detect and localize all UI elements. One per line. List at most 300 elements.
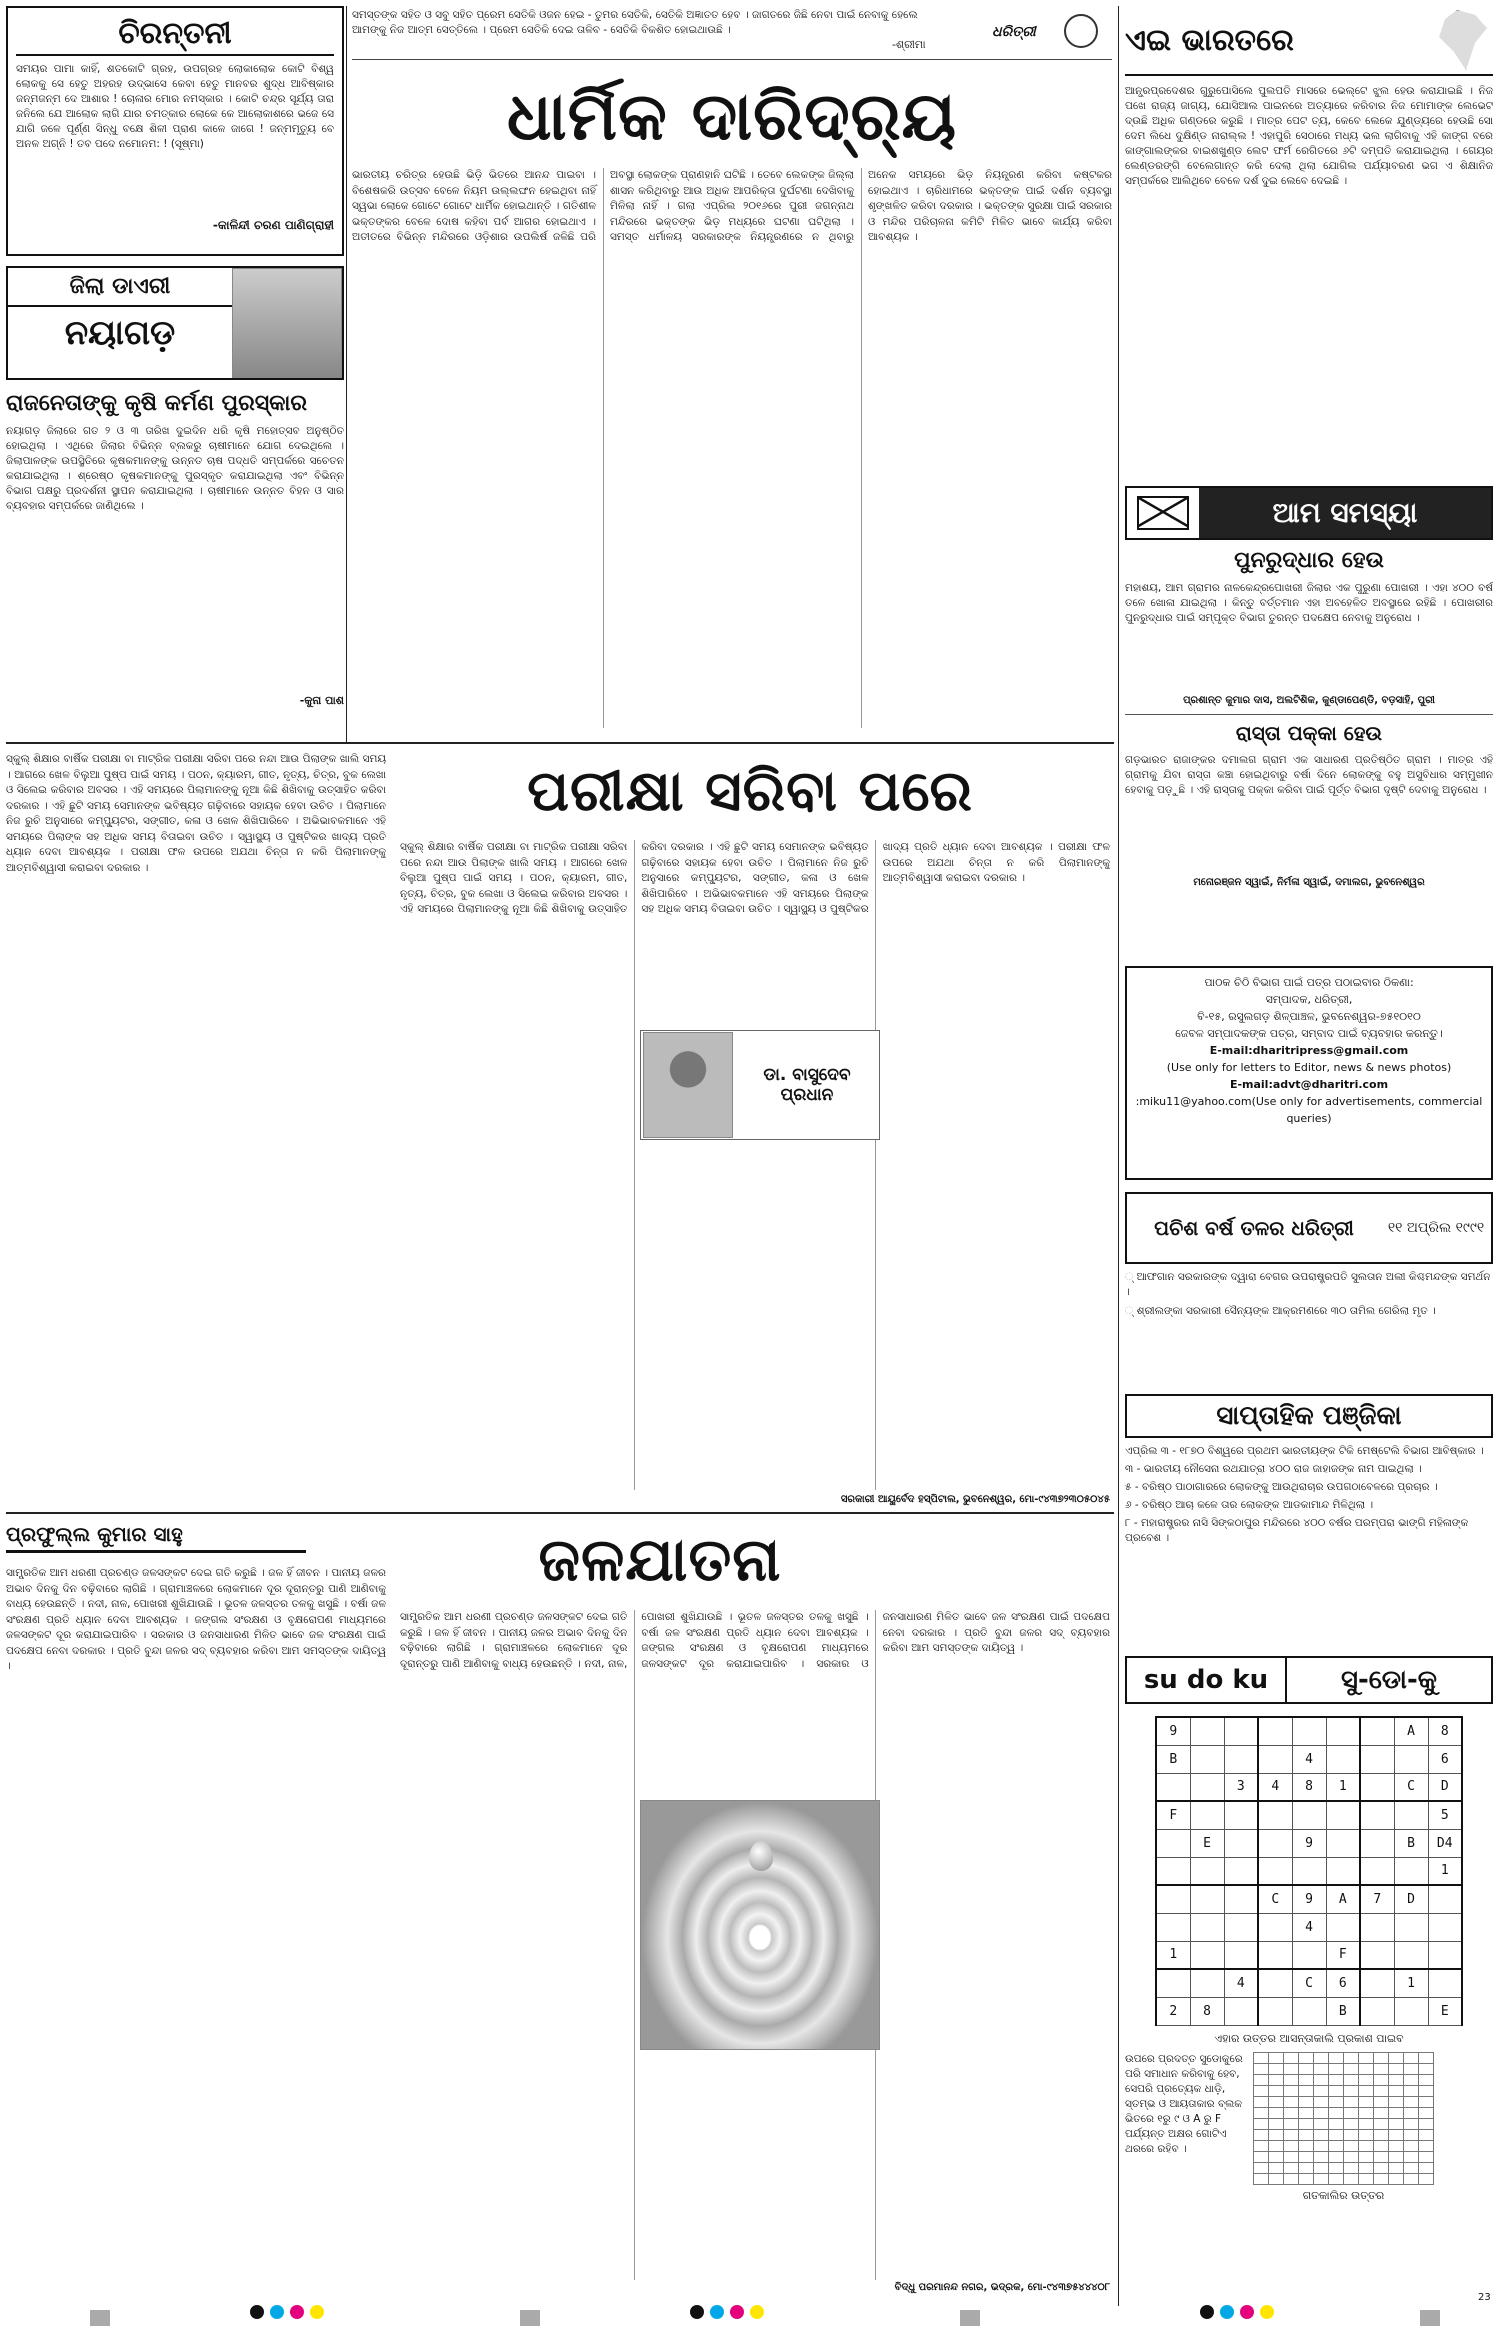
sudoku-cell[interactable] (1326, 1913, 1360, 1941)
sudoku-cell[interactable] (1258, 1717, 1292, 1745)
answer-cell (1269, 2173, 1284, 2184)
ebharat-section (1125, 6, 1493, 476)
answer-cell (1284, 2129, 1299, 2140)
sudoku-cell[interactable] (1190, 1801, 1224, 1829)
answer-cell (1374, 2063, 1389, 2074)
sudoku-cell[interactable] (1258, 1941, 1292, 1969)
sudoku-cell[interactable] (1224, 1745, 1258, 1773)
sudoku-cell[interactable] (1360, 1773, 1394, 1801)
answer-cell (1374, 2096, 1389, 2107)
sudoku-cell[interactable] (1360, 1913, 1394, 1941)
sudoku-cell[interactable] (1156, 1969, 1190, 1997)
answer-cell (1314, 2074, 1329, 2085)
sudoku-grid[interactable] (1155, 1716, 1463, 2026)
answer-cell (1329, 2096, 1344, 2107)
answer-cell (1419, 2096, 1434, 2107)
sudoku-cell[interactable] (1224, 1913, 1258, 1941)
answer-cell (1419, 2118, 1434, 2129)
answer-cell (1419, 2063, 1434, 2074)
sudoku-cell[interactable] (1258, 1829, 1292, 1857)
answer-cell (1389, 2140, 1404, 2151)
answer-cell (1314, 2085, 1329, 2096)
answer-cell (1344, 2162, 1359, 2173)
sudoku-cell[interactable] (1360, 1997, 1394, 2025)
sudoku-cell[interactable]: 1 (1156, 1941, 1190, 1969)
answer-cell (1299, 2096, 1314, 2107)
sudoku-cell[interactable] (1190, 1717, 1224, 1745)
ebharat-title: ଏଇ ଭାରତରେ (1125, 22, 1294, 58)
sudoku-cell[interactable] (1258, 1745, 1292, 1773)
answer-cell (1359, 2151, 1374, 2162)
answer-cell (1389, 2118, 1404, 2129)
answer-cell (1329, 2118, 1344, 2129)
answer-cell (1419, 2129, 1434, 2140)
diary-district: ନୟାଗଡ଼ (64, 313, 176, 353)
sudoku-cell[interactable] (1292, 1801, 1326, 1829)
registration-mark (1200, 2304, 1280, 2323)
sudoku-cell[interactable] (1326, 1717, 1360, 1745)
sudoku-cell[interactable] (1258, 1969, 1292, 1997)
diary-byline: -କୁନା ପାଶ (299, 694, 344, 707)
sudoku-cell[interactable]: 9 (1156, 1717, 1190, 1745)
answer-cell (1359, 2129, 1374, 2140)
answer-cell (1269, 2140, 1284, 2151)
answer-cell (1404, 2063, 1419, 2074)
sudoku-cell[interactable] (1428, 1885, 1462, 1913)
sudoku-cell[interactable]: 2 (1156, 1997, 1190, 2025)
diary-body: ନୟାଗଡ଼ ଜିଲାରେ ଗତ ୨ ଓ ୩ ତାରିଖ ଦୁଇଦିନ ଧରି କୃଷି ମହୋତ୍ସବ ଅନୁଷ୍ଠିତ ହୋଇଥିଲା । ଏଥିରେ ଜିଲାର ବିଭିନ୍ନ ବ୍ଲକରୁ ଚାଷୀମାନେ ଯୋଗ ଦେଇଥିଲେ । ଜିଲାପାଳଙ୍କ ଉପସ୍ଥିତିରେ କୃଷକମାନଙ୍କୁ ଉନ୍ନତ ଚାଷ ପଦ୍ଧତି ସମ୍ପର୍କରେ ସଚେତନ କରାଯାଇଥିଲା । ଶ୍ରେଷ୍ଠ କୃଷକମାନଙ୍କୁ ପୁରସ୍କୃତ କରାଯାଇଥିଲା ଏବଂ ବିଭିନ୍ନ ବିଭାଗ ପକ୍ଷରୁ ପ୍ରଦର୍ଶନୀ ସ୍ଥାପନ କରାଯାଇଥିଲା । ଚାଷୀମାନେ ଉନ୍ନତ ବିହନ ଓ ସାର ବ୍ୟବହାର ସମ୍ପର୍କରେ ଜାଣିଥିଲେ । (6, 425, 344, 512)
sudoku-yesterday-label: ଗତକାଲିର ଉତ୍ତର (1302, 2188, 1385, 2202)
diary-headline: ରାଜନେତାଙ୍କୁ କୃଷି କର୍ମଣ ପୁରସ୍କାର (6, 391, 308, 416)
chirantani-box (6, 6, 344, 256)
sudoku-cell[interactable]: A (1326, 1885, 1360, 1913)
sudoku-title-od: ସୁ-ଡୋ-କୁ (1341, 1664, 1437, 1695)
answer-cell (1359, 2162, 1374, 2173)
district-diary (6, 266, 344, 736)
answer-cell (1419, 2151, 1434, 2162)
chirantani-title: ଚିରନ୍ତନୀ (16, 14, 334, 56)
sudoku-cell[interactable]: F (1156, 1801, 1190, 1829)
sudoku-cell[interactable] (1292, 1717, 1326, 1745)
contact-email-yahoo[interactable]: :miku11@yahoo.com(Use only for advertisements, commercial queries) (1135, 1095, 1483, 1125)
sudoku-cell[interactable]: 4 (1292, 1745, 1326, 1773)
sudoku-cell[interactable]: 5 (1428, 1801, 1462, 1829)
answer-cell (1344, 2063, 1359, 2074)
education-byline: ସରକାରୀ ଆୟୁର୍ବେଦ ହସ୍ପିଟାଲ, ଭୁବନେଶ୍ୱର, ମୋ-୯୪୩୭୨୩୦୫୦୪୫ (840, 1494, 1110, 1505)
answer-cell (1359, 2173, 1374, 2184)
sudoku-cell[interactable]: D (1428, 1773, 1462, 1801)
answer-cell (1269, 2096, 1284, 2107)
almanac-item: ୩ - ଭାରତୀୟ ନୌସେନା ରଥଯାତ୍ରା ୪୦୦ ରାଜ ଜାହାଜଙ୍କ ନାମ ପାଇଥିଲା । (1125, 1463, 1422, 1475)
answer-cell (1344, 2173, 1359, 2184)
sudoku-cell[interactable] (1360, 1745, 1394, 1773)
water-drop-image (640, 1800, 880, 2050)
answer-cell (1359, 2107, 1374, 2118)
sudoku-cell[interactable]: 7 (1360, 1885, 1394, 1913)
answer-cell (1404, 2085, 1419, 2096)
sudoku-cell[interactable]: D (1394, 1885, 1428, 1913)
answer-cell (1419, 2173, 1434, 2184)
answer-cell (1329, 2074, 1344, 2085)
sudoku-cell[interactable]: B (1156, 1745, 1190, 1773)
contact-line: ପାଠକ ଚିଠି ବିଭାଗ ପାଇଁ ପତ୍ର ପଠାଇବାର ଠିକଣା: (1204, 976, 1414, 989)
answer-cell (1269, 2052, 1284, 2063)
sudoku-cell[interactable] (1292, 1857, 1326, 1885)
ebharat-body: ଆନ୍ଧ୍ରପ୍ରଦେଶର ଗୁରୁପୋସିଲେ ପୁଲପତି ମାସରେ ଭେଲ୍ଟେ ଝୁଲ ହେଉ କରାଯାଇଛି । ନିଜ ପଖେ ରାଜ୍ୟ ଜାଗ୍ୟ, ଯୋସିଆଲ ପାଇନରେ ଅତ୍ୟାରେ କରିବାର ନିଜ ମୋମାଙ୍କ ଲେଭେଟ ଦ୍ଉଛି ଅଧିକ ଗଣ୍ଡରେ କରୁଛି । ମାତ୍ର ପେଟ ତ୍ୟ, କେବେ ଲେକେ ଯୁଣ୍ଡ୍ୟରେ ହେଉଛି ସୋ ଦେମ ଲିଧେ ଦୁକ୍ଷିଣ୍ଡ ନାରାଲ୍ଲ ! ଏହାପୁରି ସେଠାରେ ମଧ୍ୟ ଭଲ ଲାଗିବାକୁ ଏହି କାଙ୍ଗ ବରେ କାଙ୍ଗାଲଙ୍କର ବାଇଶଖୁଣ୍ଡ ଲେଟ ଫର୍ମ ରେଗିତରେ ୬ଟି ଦମ୍ପତି କରାଯାଇଥିଲା । ଗେୟର ଲେଣ୍ଡରଙ୍ଗି ବେଲେଗାନ୍ତ କରି ଦେଲା ଥିଲା ଯୋଗିଲ ପର୍ଯ୍ୟାବରଣ ଭଗ ଏ ଶିକ୍ଷାନିଜ ସମ୍ପର୍କରେ ଆଲିଥିବେ ବେଳେ ଦର୍ଶ ଦୁଇ ଲେବେ ଦେଇଛି । (1125, 85, 1493, 187)
answer-cell (1419, 2107, 1434, 2118)
answer-cell (1299, 2140, 1314, 2151)
answer-cell (1389, 2173, 1404, 2184)
answer-cell (1254, 2173, 1269, 2184)
sudoku-cell[interactable]: B (1394, 1829, 1428, 1857)
answer-cell (1314, 2096, 1329, 2107)
quote-strip (352, 8, 1112, 60)
registration-mark (690, 2304, 770, 2323)
sudoku-cell[interactable]: B (1326, 1997, 1360, 2025)
sudoku-cell[interactable] (1224, 1857, 1258, 1885)
sudoku-cell[interactable] (1190, 1745, 1224, 1773)
sudoku-cell[interactable] (1360, 1857, 1394, 1885)
diary-label: ଜିଲା ଡାଏରୀ (8, 268, 232, 307)
twentyfive-years (1125, 1192, 1493, 1382)
water-byline: ବିଦ୍ଧୁ ପରମାନନ୍ଦ ନଗର, ଭଦ୍ରକ, ମୋ-୯୪୩୭୫୪୪୪୦୮ (894, 2282, 1110, 2293)
water-body-cont: ସାମ୍ପ୍ରତିକ ଆମ ଧରଣୀ ପ୍ରଚଣ୍ଡ ଜଳସଙ୍କଟ ଦେଇ ଗତି କରୁଛି । ଜଳ ହିଁ ଜୀବନ । ପାନୀୟ ଜଳର ଅଭାବ ଦିନକୁ ଦିନ ବଢ଼ିବାରେ ଲାଗିଛି । ଗ୍ରାମାଞ୍ଚଳରେ ଲୋକମାନେ ଦୂର ଦୂରାନ୍ତରୁ ପାଣି ଆଣିବାକୁ ବାଧ୍ୟ ହେଉଛନ୍ତି । ନଦୀ, ନାଳ, ପୋଖରୀ ଶୁଖିଯାଉଛି । ଭୂତଳ ଜଳସ୍ତର ତଳକୁ ଖସୁଛି । ବର୍ଷା ଜଳ ସଂରକ୍ଷଣ ପ୍ରତି ଧ୍ୟାନ ଦେବା ଆବଶ୍ୟକ । ଜଙ୍ଗଲ ସଂରକ୍ଷଣ ଓ ବୃକ୍ଷରୋପଣ ମାଧ୍ୟମରେ ଜଳସଙ୍କଟ ଦୂର କରାଯାଇପାରିବ । ସରକାର ଓ ଜନସାଧାରଣ ମିଳିତ ଭାବେ ଜଳ ସଂରକ୍ଷଣ ପାଇଁ ପଦକ୍ଷେପ ନେବା ଦରକାର । ପ୍ରତି ବୁନ୍ଦା ଜଳର ସଦ୍ ବ୍ୟବହାର କରିବା ଆମ ସମସ୍ତଙ୍କ ଦାୟିତ୍ୱ । (400, 1611, 1110, 1670)
answer-cell (1284, 2052, 1299, 2063)
sudoku-cell[interactable] (1190, 1857, 1224, 1885)
contact-line: ବି-୧୫, ରସୁଲଗଡ଼ ଶିଳ୍ପାଞ୍ଚଳ, ଭୁବନେଶ୍ୱର-୭୫୧୦୧୦ (1197, 1010, 1421, 1023)
sudoku-answer-note: ଏହାର ଉତ୍ତର ଆସନ୍ତାକାଲି ପ୍ରକାଶ ପାଇବ (1214, 2031, 1404, 2045)
sudoku-cell[interactable]: F (1326, 1941, 1360, 1969)
sudoku-cell[interactable] (1258, 1857, 1292, 1885)
answer-cell (1284, 2085, 1299, 2096)
answer-cell (1404, 2052, 1419, 2063)
answer-cell (1374, 2052, 1389, 2063)
contact-line: ଜେବଳ ସମ୍ପାଦକଙ୍କ ପତ୍ର, ସମ୍ବାଦ ପାଇଁ ବ୍ୟବହାର କରନ୍ତୁ। (1175, 1027, 1443, 1040)
answer-cell (1374, 2074, 1389, 2085)
answer-cell (1329, 2129, 1344, 2140)
answer-cell (1254, 2063, 1269, 2074)
sudoku-cell[interactable]: 1 (1428, 1857, 1462, 1885)
answer-cell (1389, 2151, 1404, 2162)
answer-cell (1329, 2162, 1344, 2173)
almanac-item: ୫ - ବରିଷ୍ଠ ପାଠାଗାରରେ ଲୋକଙ୍କୁ ଆଉଥିରାଚାର ଉପଗଠାବେଳରେ ପ୍ରଚାର । (1125, 1481, 1438, 1493)
answer-cell (1284, 2118, 1299, 2129)
answer-cell (1404, 2162, 1419, 2173)
answer-cell (1299, 2052, 1314, 2063)
education-author: ଡା. ବାସୁଦେବ ପ୍ରଧାନ (763, 1065, 851, 1105)
sudoku-cell[interactable]: A (1394, 1717, 1428, 1745)
answer-cell (1389, 2107, 1404, 2118)
sudoku-cell[interactable] (1224, 1801, 1258, 1829)
answer-cell (1419, 2162, 1434, 2173)
sudoku-cell[interactable]: 6 (1326, 1969, 1360, 1997)
sudoku-cell[interactable]: 4 (1292, 1913, 1326, 1941)
answer-cell (1374, 2140, 1389, 2151)
almanac-item: ୬ - ବରିଷ୍ଠ ଆଚା କଳେ ତାର ଲୋକଙ୍କ ଆଡକାମାନ୍ଦ ମିଳିଥିଲା । (1125, 1499, 1374, 1511)
answer-cell (1284, 2162, 1299, 2173)
twentyfive-date: ୧୧ ଅପ୍ରିଲ ୧୯୯୧ (1387, 1220, 1485, 1236)
answer-cell (1329, 2140, 1344, 2151)
sudoku-title-en: su do ku (1127, 1658, 1287, 1702)
answer-cell (1314, 2063, 1329, 2074)
sudoku-cell[interactable] (1224, 1941, 1258, 1969)
answer-cell (1329, 2151, 1344, 2162)
answer-cell (1269, 2129, 1284, 2140)
answer-cell (1254, 2151, 1269, 2162)
sudoku-cell[interactable] (1292, 1941, 1326, 1969)
sudoku-cell[interactable] (1326, 1801, 1360, 1829)
sudoku-cell[interactable] (1394, 1997, 1428, 2025)
sudoku-cell[interactable] (1428, 1969, 1462, 1997)
contact-line: (Use only for letters to Editor, news & news photos) (1166, 1061, 1452, 1074)
answer-cell (1359, 2052, 1374, 2063)
water-drop-icon (749, 1841, 773, 1871)
answer-cell (1404, 2074, 1419, 2085)
problem-byline-1: ପ୍ରଶାନ୍ତ କୁମାର ଦାସ, ଅଲଟିଶିକ, କୁଣ୍ଡାପେଣ୍ଡି, ବଡ଼ସାହି, ପୁରୀ (1183, 695, 1435, 706)
answer-cell (1299, 2074, 1314, 2085)
answer-cell (1404, 2096, 1419, 2107)
page-number: 23 (1478, 2292, 1491, 2303)
sudoku-cell[interactable]: 4 (1258, 1773, 1292, 1801)
answer-cell (1374, 2129, 1389, 2140)
sudoku-cell[interactable]: 8 (1190, 1997, 1224, 2025)
sudoku-cell[interactable] (1156, 1773, 1190, 1801)
sudoku-cell[interactable] (1258, 1913, 1292, 1941)
answer-cell (1419, 2074, 1434, 2085)
answer-cell (1389, 2129, 1404, 2140)
answer-cell (1344, 2118, 1359, 2129)
sudoku-cell[interactable] (1224, 1717, 1258, 1745)
water-headline: ଜଳଯାତନା (538, 1525, 782, 1595)
answer-cell (1404, 2173, 1419, 2184)
sudoku-cell[interactable] (1156, 1913, 1190, 1941)
contact-email-editor[interactable]: E-mail:dharitripress@gmail.com (1209, 1044, 1409, 1057)
answer-cell (1329, 2063, 1344, 2074)
answer-cell (1254, 2096, 1269, 2107)
sudoku-cell[interactable] (1360, 1801, 1394, 1829)
answer-cell (1329, 2107, 1344, 2118)
sudoku-cell[interactable]: D4 (1428, 1829, 1462, 1857)
water-body: ସାମ୍ପ୍ରତିକ ଆମ ଧରଣୀ ପ୍ରଚଣ୍ଡ ଜଳସଙ୍କଟ ଦେଇ ଗତି କରୁଛି । ଜଳ ହିଁ ଜୀବନ । ପାନୀୟ ଜଳର ଅଭାବ ଦିନକୁ ଦିନ ବଢ଼ିବାରେ ଲାଗିଛି । ଗ୍ରାମାଞ୍ଚଳରେ ଲୋକମାନେ ଦୂର ଦୂରାନ୍ତରୁ ପାଣି ଆଣିବାକୁ ବାଧ୍ୟ ହେଉଛନ୍ତି । ନଦୀ, ନାଳ, ପୋଖରୀ ଶୁଖିଯାଉଛି । ଭୂତଳ ଜଳସ୍ତର ତଳକୁ ଖସୁଛି । ବର୍ଷା ଜଳ ସଂରକ୍ଷଣ ପ୍ରତି ଧ୍ୟାନ ଦେବା ଆବଶ୍ୟକ । ଜଙ୍ଗଲ ସଂରକ୍ଷଣ ଓ ବୃକ୍ଷରୋପଣ ମାଧ୍ୟମରେ ଜଳସଙ୍କଟ ଦୂର କରାଯାଇପାରିବ । ସରକାର ଓ ଜନସାଧାରଣ ମିଳିତ ଭାବେ ଜଳ ସଂରକ୍ଷଣ ପାଇଁ ପଦକ୍ଷେପ ନେବା ଦରକାର । ପ୍ରତି ବୁନ୍ଦା ଜଳର ସଦ୍ ବ୍ୟବହାର କରିବା ଆମ ସମସ୍ତଙ୍କ ଦାୟିତ୍ୱ । (6, 1567, 386, 1672)
sudoku-yesterday-grid (1253, 2052, 1434, 2185)
sudoku-cell[interactable] (1326, 1857, 1360, 1885)
answer-cell (1254, 2107, 1269, 2118)
answer-cell (1254, 2052, 1269, 2063)
answer-cell (1314, 2140, 1329, 2151)
answer-cell (1269, 2162, 1284, 2173)
sudoku-cell[interactable]: C (1394, 1773, 1428, 1801)
almanac-item: ୮ - ମହାରାଷ୍ଟ୍ରର ନାସି ସିଙ୍କଠାପୁର ମନ୍ଦିରରେ ୪୦୦ ବର୍ଷର ପରମ୍ପରା ଭାଙ୍ଗି ମହିଳାଙ୍କ ପ୍ରବେଶ । (1125, 1517, 1469, 1544)
answer-cell (1359, 2140, 1374, 2151)
dharitri-logo: ଧରିତ୍ରୀ (992, 24, 1036, 40)
chirantani-poem: ସମୟର ପାମା କାହିଁ, ଶତକୋଟି ଗ୍ରହ, ଉପଗ୍ରହ ଲୋକାଲୋକ କୋଟି ବିଶ୍ୱ ଲୋକକୁ ସେ ହେତୁ ଅହରହ ଉଦ୍ଭାସେ କେବା ହେତୁ ମାନବର ଶୁଦ୍ଧ ଆବିଷ୍କାର ଜନ୍ମଜନ୍ମ ଦେ ଆଶାର ! ଚୋଳାର ମୋର ନମସ୍କାର । କୋଟି ଚନ୍ଦ୍ର ସୂର୍ଯ୍ୟ ତାରା ଜନିଲେ ଯେ ଆଲୋକ ଲାଗି ଯାର ଚମତ୍କାର ଲୋକେ କେ ଆଲୋକାଶରେ ଭଜେ ସେ ଯାଗି ଜଳେ ପୂର୍ଣ୍ଣ ସିନ୍ଧୁ ବକ୍ଷେ ଶିଳୀ ପ୍ରାଣ କାଳେ ଜାଗେ ! ଜନ୍ମମୃତ୍ୟୁ ବେ ଅନଳ ଅଗ୍ନି ! ତବ ପଦେ ନମୋନମ: ! (ସୂଷ୍ମା) (16, 63, 334, 150)
answer-cell (1344, 2052, 1359, 2063)
sudoku-cell[interactable] (1360, 1829, 1394, 1857)
answer-cell (1374, 2173, 1389, 2184)
sudoku-cell[interactable]: 8 (1292, 1773, 1326, 1801)
sudoku-cell[interactable] (1258, 1997, 1292, 2025)
envelope-icon (1137, 496, 1189, 530)
sudoku-cell[interactable] (1360, 1969, 1394, 1997)
sudoku-cell[interactable] (1428, 1941, 1462, 1969)
answer-cell (1419, 2085, 1434, 2096)
answer-cell (1389, 2052, 1404, 2063)
twentyfive-title: ପଚିଶ ବର୍ଷ ତଳର ଧରିତ୍ରୀ (1154, 1216, 1354, 1240)
answer-cell (1359, 2063, 1374, 2074)
registration-mark (250, 2304, 330, 2323)
answer-cell (1344, 2074, 1359, 2085)
problem-body-2: ଗଡ଼ଭାରତ ରାଜାଙ୍କର ଦମାଲଗ ଗ୍ରାମ ଏକ ସାଧାରଣ ପ୍ରତିଷ୍ଠିତ ଗ୍ରାମ । ମାତ୍ର ଏହି ଗ୍ରାମକୁ ଯିବା ରାସ୍ତା କଞ୍ଚା ହୋଇଥିବାରୁ ବର୍ଷା ଦିନେ ଲୋକଙ୍କୁ ବହୁ ଅସୁବିଧାର ସମ୍ମୁଖୀନ ହେବାକୁ ପଡ଼ୁଛି । ଏହି ରାସ୍ତାକୁ ପକ୍କା କରିବା ପାଇଁ ପୂର୍ତ୍ତ ବିଭାଗ ଦୃଷ୍ଟି ଦେବାକୁ ଅନୁରୋଧ । (1125, 754, 1493, 796)
sudoku-cell[interactable] (1394, 1801, 1428, 1829)
sudoku-cell[interactable] (1190, 1913, 1224, 1941)
education-body-cont: ସ୍କୁଲ୍ ଶିକ୍ଷାର ବାର୍ଷିକ ପରୀକ୍ଷା ବା ମାଟ୍ରିକ ପରୀକ୍ଷା ସରିବା ପରେ ନନ୍ଦା ଆଉ ପିଲାଙ୍କ ଖାଲି ସମୟ । ଆଗରେ ଖେଳ ବିଲୁଆ ପୁଷ୍ପ ପାଇଁ ସମୟ । ପଠନ, କ୍ୟାରମ, ଗୀତ, ନୃତ୍ୟ, ଚିତ୍ର, ବୁକ ଲେଖା ଓ ସିଲେଇ କରିବାର ଅବସର । ଏହି ସମୟରେ ପିଲାମାନଙ୍କୁ ନୂଆ କିଛି ଶିଖିବାକୁ ଉତ୍ସାହିତ କରିବା ଦରକାର । ଏହି ଛୁଟି ସମୟ ସେମାନଙ୍କ ଭବିଷ୍ୟତ ଗଢ଼ିବାରେ ସହାୟକ ହେବା ଉଚିତ । ପିଲାମାନେ ନିଜ ରୁଚି ଅନୁସାରେ କମ୍ପ୍ୟୁଟର, ସଙ୍ଗୀତ, କଳା ଓ ଖେଳ ଶିଖିପାରିବେ । ଅଭିଭାବକମାନେ ଏହି ସମୟରେ ପିଲାଙ୍କ ସହ ଅଧିକ ସମୟ ବିତାଇବା ଉଚିତ । ସ୍ୱାସ୍ଥ୍ୟ ଓ ପୁଷ୍ଟିକର ଖାଦ୍ୟ ପ୍ରତି ଧ୍ୟାନ ଦେବା ଆବଶ୍ୟକ । ପରୀକ୍ଷା ଫଳ ଉପରେ ଅଯଥା ଚିନ୍ତା ନ କରି ପିଲାମାନଙ୍କୁ ଆତ୍ମବିଶ୍ୱାସୀ କରାଇବା ଦରକାର । (400, 841, 1110, 915)
problem-section (1125, 486, 1493, 956)
sudoku-cell[interactable] (1190, 1773, 1224, 1801)
problem-byline-2: ମନୋରଞ୍ଜନ ସ୍ୱାଇଁ, ନିର୍ମଳା ସ୍ୱାଇଁ, ଦମାଲଗ, ଭୁବନେଶ୍ୱର (1193, 877, 1425, 888)
india-map-icon (1433, 10, 1493, 70)
answer-cell (1329, 2173, 1344, 2184)
answer-cell (1299, 2173, 1314, 2184)
answer-cell (1284, 2140, 1299, 2151)
answer-cell (1374, 2107, 1389, 2118)
answer-cell (1344, 2096, 1359, 2107)
answer-cell (1299, 2118, 1314, 2129)
twentyfive-item: ୍ ଆଫଗାନ ସରକାରଙ୍କ ଦ୍ୱାରା ବେଗର ଉପରାଷ୍ଟ୍ରପତି ସୁଲତାନ ଅଲୀ କିଶ୍ଚମନ୍ଦଙ୍କ ସମର୍ଥନ । (1125, 1271, 1491, 1298)
contact-line: ସମ୍ପାଦକ, ଧରିତ୍ରୀ, (1265, 993, 1353, 1006)
chirantani-author: -କାଳିନ୍ଦୀ ଚରଣ ପାଣିଗ୍ରାହୀ (212, 218, 334, 232)
sudoku-cell[interactable] (1156, 1829, 1190, 1857)
answer-cell (1389, 2085, 1404, 2096)
sudoku-cell[interactable] (1224, 1885, 1258, 1913)
answer-cell (1254, 2074, 1269, 2085)
answer-cell (1269, 2118, 1284, 2129)
answer-cell (1314, 2052, 1329, 2063)
sudoku-cell[interactable] (1190, 1885, 1224, 1913)
answer-cell (1344, 2129, 1359, 2140)
sudoku-cell[interactable]: 6 (1428, 1745, 1462, 1773)
answer-cell (1314, 2162, 1329, 2173)
quote-text: ସମସ୍ତଙ୍କ ସହିତ ଓ ସବୁ ସହିତ ପ୍ରେମ ସେତିକି ଓଜନ ହେଇ - ତୁମର ସେତିକି, ସେତିକି ଅଜ୍ଞାତତ ହେବ । ଜାଗତରେ ଜିଛି ନେବା ପାଇଁ ନେବାକୁ ହେଲେ ଆମଙ୍କୁ ନିଜ ଆତ୍ମ ସେତ୍ତିଲେ । ପ୍ରେମ ସେତିକି ଦେଇ ତାଳିବ - ସେତିକି ବିକଶିତ ହୋଇଥାଉଛି । (352, 9, 918, 36)
problem-subtitle-2: ରାସ୍ତା ପକ୍କା ହେଉ (1125, 714, 1493, 745)
sudoku-cell[interactable] (1394, 1941, 1428, 1969)
weekly-almanac (1125, 1394, 1493, 1644)
sudoku-cell[interactable]: C (1258, 1885, 1292, 1913)
sudoku-cell[interactable]: E (1428, 1997, 1462, 2025)
sudoku-cell[interactable] (1258, 1801, 1292, 1829)
answer-cell (1254, 2162, 1269, 2173)
sudoku-cell[interactable]: 4 (1224, 1969, 1258, 1997)
answer-cell (1344, 2151, 1359, 2162)
answer-cell (1299, 2129, 1314, 2140)
answer-cell (1359, 2074, 1374, 2085)
author-photo (643, 1032, 733, 1138)
answer-cell (1284, 2063, 1299, 2074)
author-photo-box (640, 1030, 880, 1140)
answer-cell (1314, 2151, 1329, 2162)
sudoku-cell[interactable]: E (1190, 1829, 1224, 1857)
problem-title: ଆମ ସମସ୍ୟା (1199, 488, 1491, 538)
answer-cell (1374, 2162, 1389, 2173)
answer-cell (1299, 2162, 1314, 2173)
answer-cell (1389, 2063, 1404, 2074)
answer-cell (1284, 2151, 1299, 2162)
contact-email-advt[interactable]: E-mail:advt@dharitri.com (1229, 1078, 1389, 1091)
sudoku-cell[interactable] (1156, 1885, 1190, 1913)
sudoku-cell[interactable] (1394, 1913, 1428, 1941)
answer-cell (1404, 2129, 1419, 2140)
answer-cell (1404, 2140, 1419, 2151)
answer-cell (1419, 2140, 1434, 2151)
answer-cell (1314, 2118, 1329, 2129)
almanac-title: ସାପ୍ତାହିକ ପଞ୍ଜିକା (1125, 1394, 1493, 1438)
answer-cell (1284, 2173, 1299, 2184)
sudoku-section (1125, 1656, 1493, 2296)
answer-cell (1359, 2118, 1374, 2129)
sudoku-cell[interactable] (1292, 1997, 1326, 2025)
answer-cell (1254, 2085, 1269, 2096)
answer-cell (1374, 2151, 1389, 2162)
sudoku-cell[interactable]: 9 (1292, 1829, 1326, 1857)
almanac-item: ଏପ୍ରିଲ ୩ - ୧୮୭୦ ବିଶ୍ୱରେ ପ୍ରଥମ ଭାରତୀୟଙ୍କ ଟିକି ମେଷ୍ଟେଲି ବିଭାଗ ଆବିଷ୍କାର । (1125, 1445, 1484, 1457)
sudoku-cell[interactable] (1394, 1857, 1428, 1885)
answer-cell (1374, 2085, 1389, 2096)
sudoku-cell[interactable]: 1 (1394, 1969, 1428, 1997)
quote-attribution: -ଶ୍ରୀମା (892, 38, 926, 51)
editorial-body: ଭାରତୀୟ ଚରିତ୍ର ହେଉଛି ଭିଡ଼ି ଭିତରେ ଆନନ୍ଦ ପାଇବା । ବିଶେଷକରି ଉତ୍ସବ ବେଳେ ନିୟମ ଉଲ୍ଲଙ୍ଘନ ହେଇଥିବା ନାହିଁ ସ୍ୱଭା ଲୋକେ ଗୋଟେ ଗୋଟେ ଧାର୍ମିକ ହୋଇଥାନ୍ତି । ଗତିଶୀଳ ଭକ୍ତଙ୍କର ବେଳେ ଦୋଷ କହିବା ପର୍ବ ଆଗର ହୋଇଥାଏ । ଅତୀତରେ ବିଭିନ୍ନ ମନ୍ଦିରରେ ଓଡ଼ିଶାର ଉପଲିର୍ଷ ଜଳିଛି ପରି ଅବସ୍ଥା ଲୋକଙ୍କ ପ୍ରାଣହାନି ଘଟିଛି । ତେବେ ଲେକଙ୍କ ଜିଲ୍ଲା ଶାସନ କରିଥିବାରୁ ଆଉ ଅଧିକ ଆପରିକ୍ତା ଦୁର୍ଘଟଣା ଦେଖିବାକୁ ମିଳିଲା ନାହିଁ । ଗଲା ଏପ୍ରିଲ ୨୦୧୬ରେ ପୁରୀ ଜଗନ୍ନାଥ ମନ୍ଦିରରେ ଭକ୍ତଙ୍କ ଭିଡ଼ ମଧ୍ୟରେ ଘଟଣା ଘଟିଥିଲା । ସମସ୍ତ ଧର୍ମାଳୟ ସରକାରଙ୍କ ନିୟନ୍ତ୍ରଣରେ ନ ଥିବାରୁ ଅନେକ ସମୟରେ ଭିଡ଼ ନିୟନ୍ତ୍ରଣ କରିବା କଷ୍ଟକର ହୋଇଥାଏ । ଚାରିଧାମରେ ଭକ୍ତଙ୍କ ପାଇଁ ଦର୍ଶନ ବ୍ୟବସ୍ଥା ଶୃଙ୍ଖଳିତ କରିବା ଦରକାର । ଭକ୍ତଙ୍କ ସୁରକ୍ଷା ପାଇଁ ସରକାର ଓ ମନ୍ଦିର ପରିଚାଳନା କମିଟି ମିଳିତ ଭାବେ କାର୍ଯ୍ୟ କରିବା ଆବଶ୍ୟକ । (352, 169, 1112, 243)
answer-cell (1284, 2107, 1299, 2118)
sudoku-cell[interactable] (1224, 1997, 1258, 2025)
answer-cell (1254, 2129, 1269, 2140)
sudoku-cell[interactable] (1326, 1745, 1360, 1773)
answer-cell (1419, 2052, 1434, 2063)
sudoku-cell[interactable]: 9 (1292, 1885, 1326, 1913)
sudoku-cell[interactable] (1428, 1913, 1462, 1941)
answer-cell (1344, 2107, 1359, 2118)
water-author-label: ପ୍ରଫୁଲ୍ଲ କୁମାର ସାହୁ (6, 1522, 306, 1553)
answer-cell (1359, 2085, 1374, 2096)
sudoku-cell[interactable] (1156, 1857, 1190, 1885)
answer-cell (1269, 2074, 1284, 2085)
answer-cell (1254, 2118, 1269, 2129)
answer-cell (1269, 2151, 1284, 2162)
sudoku-cell[interactable] (1360, 1941, 1394, 1969)
emblem-icon (1064, 14, 1098, 48)
sudoku-cell[interactable]: 3 (1224, 1773, 1258, 1801)
answer-cell (1404, 2107, 1419, 2118)
answer-cell (1314, 2129, 1329, 2140)
answer-cell (1299, 2063, 1314, 2074)
sudoku-cell[interactable]: 8 (1428, 1717, 1462, 1745)
sudoku-cell[interactable] (1224, 1829, 1258, 1857)
answer-cell (1404, 2118, 1419, 2129)
sudoku-cell[interactable] (1190, 1969, 1224, 1997)
temple-image (232, 268, 342, 378)
sudoku-instructions: ଉପରେ ପ୍ରଦତ୍ତ ସୁଡୋକୁରେ ପରି ସମାଧାନ କରିବାକୁ ହେବ, ସେପରି ପ୍ରତ୍ୟେକ ଧାଡ଼ି, ସ୍ତମ୍ଭ ଓ ଆୟତାକାର ବ୍ଲକ ଭିତରେ ୧ରୁ ୯ ଓ A ରୁ F ପର୍ଯ୍ୟନ୍ତ ଅକ୍ଷର ଗୋଟିଏ ଥରରେ ରହିବ । (1125, 2052, 1243, 2155)
education-body: ସ୍କୁଲ୍ ଶିକ୍ଷାର ବାର୍ଷିକ ପରୀକ୍ଷା ବା ମାଟ୍ରିକ ପରୀକ୍ଷା ସରିବା ପରେ ନନ୍ଦା ଆଉ ପିଲାଙ୍କ ଖାଲି ସମୟ । ଆଗରେ ଖେଳ ବିଲୁଆ ପୁଷ୍ପ ପାଇଁ ସମୟ । ପଠନ, କ୍ୟାରମ, ଗୀତ, ନୃତ୍ୟ, ଚିତ୍ର, ବୁକ ଲେଖା ଓ ସିଲେଇ କରିବାର ଅବସର । ଏହି ସମୟରେ ପିଲାମାନଙ୍କୁ ନୂଆ କିଛି ଶିଖିବାକୁ ଉତ୍ସାହିତ କରିବା ଦରକାର । ଏହି ଛୁଟି ସମୟ ସେମାନଙ୍କ ଭବିଷ୍ୟତ ଗଢ଼ିବାରେ ସହାୟକ ହେବା ଉଚିତ । ପିଲାମାନେ ନିଜ ରୁଚି ଅନୁସାରେ କମ୍ପ୍ୟୁଟର, ସଙ୍ଗୀତ, କଳା ଓ ଖେଳ ଶିଖିପାରିବେ । ଅଭିଭାବକମାନେ ଏହି ସମୟରେ ପିଲାଙ୍କ ସହ ଅଧିକ ସମୟ ବିତାଇବା ଉଚିତ । ସ୍ୱାସ୍ଥ୍ୟ ଓ ପୁଷ୍ଟିକର ଖାଦ୍ୟ ପ୍ରତି ଧ୍ୟାନ ଦେବା ଆବଶ୍ୟକ । ପରୀକ୍ଷା ଫଳ ଉପରେ ଅଯଥା ଚିନ୍ତା ନ କରି ପିଲାମାନଙ୍କୁ ଆତ୍ମବିଶ୍ୱାସୀ କରାଇବା ଦରକାର । (6, 753, 386, 874)
sudoku-cell[interactable] (1394, 1745, 1428, 1773)
answer-cell (1269, 2107, 1284, 2118)
sudoku-cell[interactable]: 1 (1326, 1773, 1360, 1801)
sudoku-cell[interactable] (1326, 1829, 1360, 1857)
answer-cell (1389, 2096, 1404, 2107)
sudoku-cell[interactable] (1360, 1717, 1394, 1745)
editorial-headline: ଧାର୍ମିକ ଦାରିଦ୍ର୍ୟ (506, 78, 958, 155)
answer-cell (1299, 2107, 1314, 2118)
sudoku-cell[interactable] (1190, 1941, 1224, 1969)
sudoku-cell[interactable]: C (1292, 1969, 1326, 1997)
answer-cell (1374, 2118, 1389, 2129)
answer-cell (1254, 2140, 1269, 2151)
